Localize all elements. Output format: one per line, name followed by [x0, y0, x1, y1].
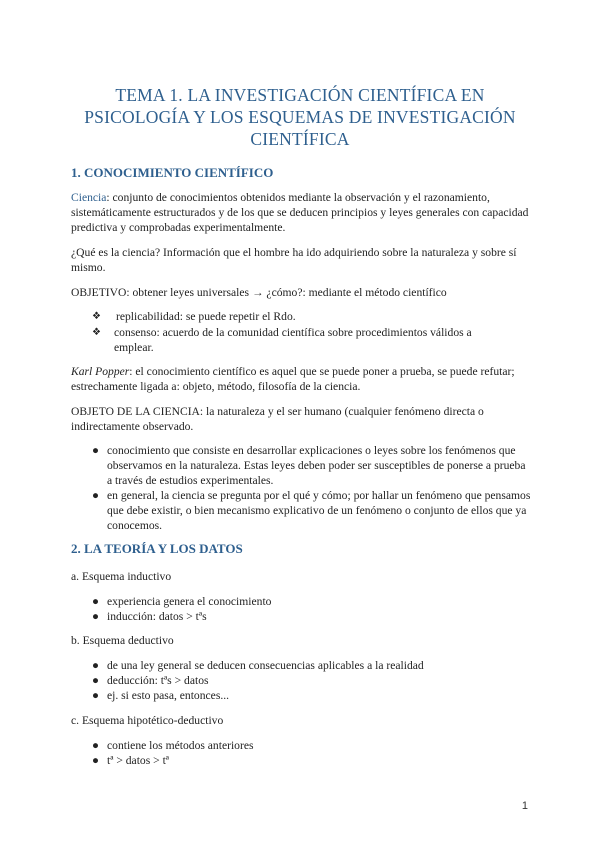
list-item — [92, 488, 532, 533]
document-title — [70, 84, 530, 150]
list-item — [92, 594, 532, 609]
title-line-3: CIENTÍFICA — [250, 129, 350, 149]
dot-bullet-icon: ● — [92, 659, 100, 672]
list-item-text: contiene los métodos anteriores — [107, 739, 254, 752]
objetivo-paragraph: OBJETIVO: obtener leyes universales → ¿cómo?: mediante el método científico — [71, 286, 447, 299]
scheme-c-list — [92, 738, 532, 768]
dot-bullet-icon: ● — [92, 595, 100, 608]
diamond-bullet-icon: ❖ — [92, 311, 101, 322]
scheme-a-label: a. Esquema inductivo — [71, 570, 172, 583]
section-1-heading: 1. CONOCIMIENTO CIENTÍFICO — [71, 165, 274, 180]
list-item — [92, 753, 532, 768]
dot-list-1 — [92, 443, 532, 533]
title-line-1: TEMA 1. LA INVESTIGACIÓN CIENTÍFICA EN — [115, 85, 485, 105]
list-item-text: ej. si esto pasa, entonces... — [107, 689, 230, 702]
list-item — [92, 738, 532, 753]
list-item-text: inducción: datos > tªs — [107, 610, 207, 623]
list-item-text: de una ley general se deducen consecuencias aplicables a la realidad — [107, 659, 424, 672]
title-line-2: PSICOLOGÍA Y LOS ESQUEMAS DE INVESTIGACIÓN — [84, 107, 516, 127]
list-item-text: consenso: acuerdo de la comunidad científica sobre procedimientos válidos a emplear. — [114, 326, 472, 354]
page-number: 1 — [521, 800, 528, 812]
diamond-list — [92, 309, 502, 355]
scheme-b-list — [92, 658, 532, 703]
ciencia-label: Ciencia — [71, 191, 107, 204]
popper-name: Karl Popper — [71, 365, 130, 378]
dot-bullet-icon: ● — [92, 489, 100, 502]
list-item — [92, 309, 502, 324]
dot-bullet-icon: ● — [92, 689, 100, 702]
list-item — [92, 673, 532, 688]
objeto-paragraph: OBJETO DE LA CIENCIA: la naturaleza y el ser humano (cualquier fenómeno directa o indirectamente observado. — [71, 405, 484, 433]
diamond-bullet-icon: ❖ — [92, 327, 101, 338]
list-item-text: conocimiento que consiste en desarrollar explicaciones o leyes sobre los fenómenos que observamos en la naturaleza. Estas leyes deben poder ser susceptibles de ponerse a prueba a través de estudios experimentales. — [107, 444, 526, 487]
list-item — [92, 658, 532, 673]
dot-bullet-icon: ● — [92, 754, 100, 767]
list-item-text: en general, la ciencia se pregunta por el qué y cómo; por hallar un fenómeno que pensamos que debe existir, o bien mecanismo explicativo de un fenómeno o conjunto de ellos que ya conocemos. — [107, 489, 531, 532]
dot-bullet-icon: ● — [92, 739, 100, 752]
list-item — [92, 443, 532, 488]
scheme-a-list — [92, 594, 532, 624]
list-item-text: tª > datos > tª — [107, 754, 169, 767]
dot-bullet-icon: ● — [92, 610, 100, 623]
ciencia-definition — [71, 190, 531, 235]
scheme-c-label: c. Esquema hipotético-deductivo — [71, 714, 224, 727]
list-item — [92, 688, 532, 703]
question-paragraph: ¿Qué es la ciencia? Información que el hombre ha ido adquiriendo sobre la naturaleza y sobre sí mismo. — [71, 246, 517, 274]
ciencia-text: : conjunto de conocimientos obtenidos mediante la observación y el razonamiento, sistemáticamente estructurados y de los que se deducen principios y leyes generales con capacidad predictiva y comprobadas experimentalmente. — [71, 191, 529, 234]
dot-bullet-icon: ● — [92, 674, 100, 687]
list-item-text: deducción: tªs > datos — [107, 674, 209, 687]
popper-paragraph — [71, 364, 531, 394]
scheme-b-label: b. Esquema deductivo — [71, 634, 174, 647]
list-item-text: experiencia genera el conocimiento — [107, 595, 272, 608]
popper-text: : el conocimiento científico es aquel que se puede poner a prueba, se puede refutar; estrechamente ligada a: objeto, método, filosofía de la ciencia. — [71, 365, 515, 393]
list-item — [92, 325, 502, 355]
dot-bullet-icon: ● — [92, 444, 100, 457]
list-item-text: replicabilidad: se puede repetir el Rdo. — [116, 310, 296, 323]
list-item — [92, 609, 532, 624]
section-2-heading: 2. LA TEORÍA Y LOS DATOS — [71, 541, 243, 556]
